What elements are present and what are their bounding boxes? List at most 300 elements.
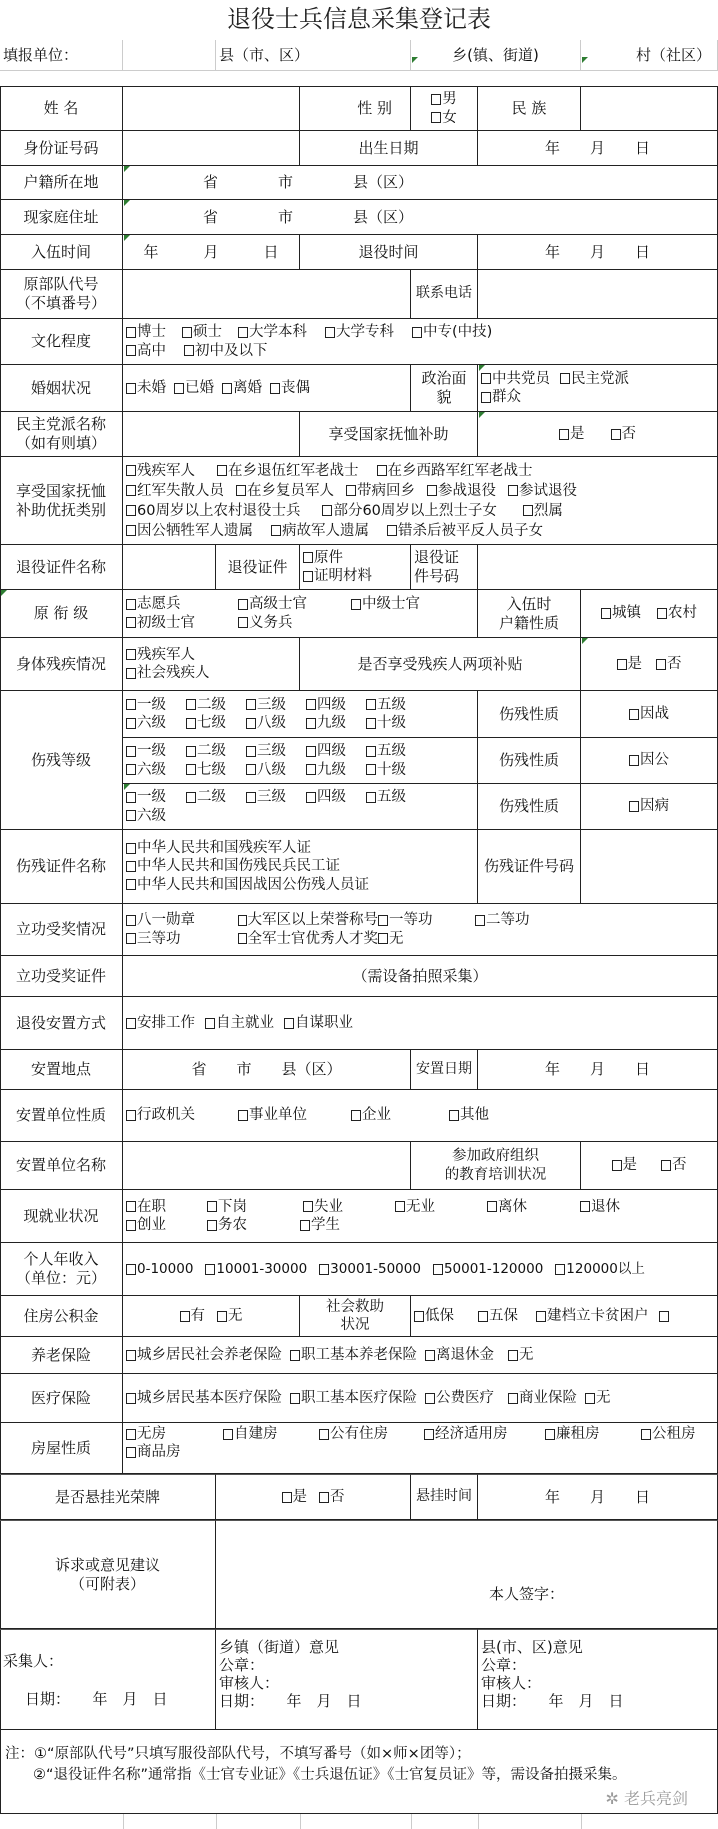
employment-option[interactable]: 务农 [207,1216,300,1234]
checkbox-icon [238,327,248,338]
placement-options [123,997,718,1050]
township-reviewer-label: 审核人： [219,1674,280,1692]
education-option[interactable]: 硕士 [182,323,222,341]
benefit-option[interactable]: 在乡复员军人 [236,481,334,501]
checkbox-icon [612,1160,622,1171]
discharge-cert-number-input[interactable] [478,545,718,590]
rank-option[interactable]: 志愿兵 [126,595,238,613]
training-yes-checkbox[interactable]: 是 [612,1156,638,1174]
checkbox-icon [366,764,376,775]
placement-date-label: 安置日期 [411,1050,478,1090]
injury-cert-number-label: 伤残证件号码 [478,830,581,904]
checkbox-icon [659,1311,669,1322]
checkbox-icon [427,485,437,496]
checkbox-icon [303,552,313,563]
income-option[interactable]: 10001-30000 [205,1261,307,1278]
checkbox-icon [126,617,136,628]
unit-code-input[interactable] [123,270,411,319]
education-options [123,319,718,365]
checkbox-icon [184,345,194,356]
injury-cert-option[interactable]: 中华人民共和国伤残民兵民工证 [126,857,340,875]
injury-grade-option[interactable]: 三级 [246,742,306,760]
checkbox-icon [508,485,518,496]
injury-grade-option[interactable]: 二级 [186,788,246,806]
training-no-checkbox[interactable]: 否 [661,1156,687,1174]
marital-option[interactable]: 离婚 [222,379,262,397]
benefit-option[interactable]: 残疾军人 [126,461,195,481]
comment-marker-icon [124,166,130,172]
checkbox-icon [508,1393,518,1404]
county-opinion-title: 县(市、区)意见 [481,1638,583,1656]
rank-option[interactable]: 高级士官 [238,595,351,613]
injury-grade-option[interactable]: 九级 [306,714,366,732]
employment-options [123,1190,718,1243]
rank-option[interactable]: 义务兵 [238,614,293,632]
checkbox-icon [322,505,332,516]
checkbox-icon [449,1110,459,1121]
injury-grade-label: 伤残等级 [0,691,123,830]
injury-grade-option[interactable]: 三级 [246,696,306,714]
checkbox-icon [126,764,136,775]
injury-grade-option[interactable]: 七级 [186,714,246,732]
house-option[interactable]: 公有住房 [319,1425,424,1443]
checkbox-icon [290,1350,300,1361]
injury-nature-checkbox[interactable]: 因战 [629,705,669,723]
award-cert-photo-area[interactable]: （需设备拍照采集） [123,956,718,997]
assistance-option[interactable]: 低保 [414,1307,454,1325]
checkbox-icon [126,465,136,476]
injury-nature-combat [581,691,718,738]
discharge-label: 退役时间 [300,235,478,270]
placement-unit-name-label: 安置单位名称 [0,1142,123,1190]
medical-option[interactable]: 商业保险 [508,1389,577,1407]
checkbox-icon [186,699,196,710]
watermark: ✲ 老兵亮剑 [605,1789,688,1808]
placement-option[interactable]: 自主就业 [205,1014,274,1032]
cert-proof-checkbox[interactable]: 证明材料 [303,567,372,585]
checkbox-icon [300,1220,310,1231]
award-option[interactable]: 大军区以上荣誉称号 [238,911,378,929]
medical-option[interactable]: 城乡居民基本医疗保险 [126,1389,282,1407]
collector-label: 采集人： [3,1652,64,1670]
form-title: 退役士兵信息采集登记表 [227,5,491,33]
training-label: 参加政府组织 的教育培训状况 [411,1142,581,1190]
house-type-label: 房屋性质 [0,1423,123,1474]
placement-unit-type-label: 安置单位性质 [0,1090,123,1142]
pension-option[interactable]: 职工基本养老保险 [290,1346,417,1364]
party-name-label: 民主党派名称 （如有则填） [0,412,123,457]
placement-label: 退役安置方式 [0,997,123,1050]
checkbox-icon [126,1350,136,1361]
checkbox-icon [303,571,313,582]
injury-grade-option[interactable]: 七级 [186,761,246,779]
checkbox-icon [536,1311,546,1322]
benefit-option[interactable]: 带病回乡 [346,481,415,501]
checkbox-icon [425,1350,435,1361]
injury-grade-option[interactable]: 八级 [246,761,306,779]
injury-grade-option[interactable]: 三级 [246,788,306,806]
injury-grade-option[interactable]: 一级 [126,788,186,806]
checkbox-icon [319,1429,329,1440]
placement-unit-name-input[interactable] [123,1142,411,1190]
employment-option[interactable]: 学生 [300,1216,340,1234]
hukou-urban-checkbox[interactable]: 城镇 [601,604,641,622]
award-option[interactable]: 全军士官优秀人才奖 [238,930,378,948]
subsidy-yes-checkbox[interactable]: 是 [559,425,585,443]
checkbox-icon [126,1264,136,1275]
injury-cert-label: 伤残证件名称 [0,830,123,904]
rank-option[interactable]: 初级士官 [126,614,238,632]
discharge-date-input[interactable]: 年 月 日 [478,235,718,270]
assistance-option[interactable]: 五保 [478,1307,518,1325]
employment-option[interactable]: 失业 [303,1198,395,1216]
checkbox-icon [414,1311,424,1322]
county-label[interactable]: 县（市、区） [216,40,411,71]
housing-fund-no[interactable]: 无 [217,1307,243,1325]
benefit-option[interactable]: 参试退役 [508,481,577,501]
political-option[interactable]: 群众 [481,388,521,406]
birth-date-input[interactable]: 年 月 日 [478,131,718,166]
checkbox-icon [366,699,376,710]
income-option[interactable]: 120000以上 [555,1261,645,1278]
checkbox-icon [126,649,136,660]
checkbox-icon [126,699,136,710]
plaque-date-input[interactable]: 年 月 日 [478,1474,718,1520]
checkbox-icon [246,718,256,729]
comment-marker-icon [124,784,130,790]
placement-option[interactable]: 安排工作 [126,1014,195,1032]
education-option[interactable]: 高中 [126,342,166,360]
comment-marker-icon [412,57,418,63]
honor-plaque-options [216,1474,411,1520]
checkbox-icon [126,599,136,610]
marital-options [123,365,411,412]
house-option[interactable]: 自建房 [223,1425,319,1443]
checkbox-icon [126,810,136,821]
checkbox-icon [126,843,136,854]
injury-grade-option[interactable]: 五级 [366,788,426,806]
benefit-option[interactable]: 在乡退伍红军老战士 [217,461,359,481]
education-option[interactable]: 初中及以下 [184,342,268,360]
employment-option[interactable]: 下岗 [207,1198,303,1216]
checkbox-icon [378,915,388,926]
education-option[interactable]: 大学本科 [238,323,307,341]
pension-option[interactable]: 无 [508,1346,534,1364]
benefit-option[interactable]: 错杀后被平反人员子女 [387,521,543,541]
hukou-type-label: 入伍时 户籍性质 [478,590,581,638]
injury-nature-checkbox[interactable]: 因病 [629,797,669,815]
phone-input[interactable] [478,270,718,319]
checkbox-icon [387,525,397,536]
township-opinion-cell[interactable] [216,1629,478,1730]
unit-code-label: 原部队代号 （不填番号） [0,270,123,319]
checkbox-icon [290,1393,300,1404]
injury-grade-option[interactable]: 六级 [126,807,186,825]
checkbox-icon [378,933,388,944]
checkbox-icon [481,373,491,384]
disability-option[interactable]: 社会残疾人 [126,664,210,682]
house-option[interactable]: 无房 [126,1425,223,1443]
checkbox-icon [126,485,136,496]
plaque-no-checkbox[interactable]: 否 [319,1488,345,1506]
checkbox-icon [236,485,246,496]
checkbox-icon [180,1311,190,1322]
marital-option[interactable]: 丧偶 [270,379,310,397]
enlist-label: 入伍时间 [0,235,123,270]
checkbox-icon [246,699,256,710]
employment-option[interactable]: 在职 [126,1198,207,1216]
township-seal-label: 公章： [219,1656,265,1674]
checkbox-icon [433,1264,443,1275]
marital-option[interactable]: 未婚 [126,379,166,397]
award-option[interactable]: 三等功 [126,930,238,948]
award-option[interactable]: 二等功 [475,911,530,929]
checkbox-icon [126,1201,136,1212]
checkbox-icon [238,617,248,628]
checkbox-icon [207,1201,217,1212]
benefit-option[interactable]: 因公牺牲军人遗属 [126,521,253,541]
assistance-option-truncated[interactable] [659,1307,670,1325]
checkbox-icon [545,1429,555,1440]
unit-type-option[interactable]: 企业 [351,1106,449,1124]
medical-option[interactable]: 职工基本医疗保险 [290,1389,417,1407]
rank-label: 原 衔 级 [0,590,123,638]
unit-type-option[interactable]: 事业单位 [238,1106,351,1124]
home-address-input[interactable]: 省 市 县（区） [123,200,718,235]
id-input[interactable] [123,131,300,166]
checkbox-icon [205,1018,215,1029]
name-input[interactable] [123,87,300,131]
checkbox-icon [246,792,256,803]
housing-fund-options [123,1296,300,1337]
party-name-input[interactable] [123,412,300,457]
cert-original-checkbox[interactable]: 原件 [303,549,343,567]
social-assistance-options [411,1296,718,1337]
hukou-label: 户籍所在地 [0,166,123,200]
checkbox-icon [351,1110,361,1121]
checkbox-icon [126,1018,136,1029]
unit-type-option[interactable]: 其他 [449,1106,489,1124]
injury-grade-group-2 [123,738,478,784]
political-option[interactable]: 民主党派 [560,370,629,388]
benefit-option[interactable]: 在乡西路军红军老战士 [377,461,533,481]
name-label: 姓 名 [0,87,123,131]
checkbox-icon [306,792,316,803]
income-option[interactable]: 30001-50000 [319,1261,421,1278]
checkbox-icon [126,746,136,757]
unit-type-option[interactable]: 行政机关 [126,1106,238,1124]
injury-grade-group-3 [123,784,478,830]
village-label[interactable]: 村（社区） [581,40,718,71]
checkbox-icon [560,373,570,384]
checkbox-icon [126,861,136,872]
unit-input[interactable] [123,40,216,71]
placement-date-input[interactable]: 年 月 日 [478,1050,718,1090]
subsidy-no-checkbox[interactable]: 否 [611,425,637,443]
collector-date[interactable]: 日期： 年 月 日 [25,1690,168,1708]
comment-marker-icon [124,235,130,241]
injury-cert-number-input[interactable] [581,830,718,904]
unit-label: 填报单位： [0,40,123,71]
injury-grade-option[interactable]: 八级 [246,714,306,732]
checkbox-icon [629,709,639,720]
benefit-option[interactable]: 病故军人遗属 [271,521,369,541]
award-option[interactable]: 无 [378,930,404,948]
checkbox-icon [306,718,316,729]
marital-label: 婚姻状况 [0,365,123,412]
disability-subsidy-no[interactable]: 否 [656,655,682,673]
home-label: 现家庭住址 [0,200,123,235]
injury-grade-option[interactable]: 一级 [126,742,186,760]
house-option[interactable]: 公租房 [641,1425,696,1443]
checkbox-icon [508,1350,518,1361]
disability-option[interactable]: 残疾军人 [126,646,195,664]
gender-male-checkbox[interactable]: 男 [431,90,457,108]
phone-label: 联系电话 [411,270,478,319]
checkbox-icon [223,1429,233,1440]
pension-option[interactable]: 离退休金 [425,1346,494,1364]
benefit-option[interactable]: 红军失散人员 [126,481,224,501]
injury-grade-option[interactable]: 九级 [306,761,366,779]
injury-nature-duty [581,738,718,784]
checkbox-icon [523,505,533,516]
placement-location-input[interactable]: 省 市 县（区） [123,1050,411,1090]
education-option[interactable]: 大学专科 [325,323,394,341]
injury-grade-option[interactable]: 四级 [306,788,366,806]
political-option[interactable]: 中共党员 [481,370,550,388]
opinion-input[interactable] [216,1520,718,1629]
checkbox-icon [126,668,136,679]
injury-cert-option[interactable]: 中华人民共和国因战因公伤残人员证 [126,876,369,894]
gender-female-checkbox[interactable]: 女 [431,109,457,127]
checkbox-icon [182,327,192,338]
injury-grade-option[interactable]: 六级 [126,761,186,779]
injury-grade-option[interactable]: 五级 [366,742,426,760]
checkbox-icon [611,429,621,440]
award-cert-label: 立功受奖证件 [0,956,123,997]
checkbox-icon [284,1018,294,1029]
disability-subsidy-yes[interactable]: 是 [617,655,643,673]
checkbox-icon [222,383,232,394]
comment-marker-icon [1,590,7,596]
social-assistance-label: 社会救助 状况 [300,1296,411,1337]
hukou-type-options [581,590,718,638]
employment-option[interactable]: 无业 [395,1198,487,1216]
housing-fund-yes[interactable]: 有 [180,1307,206,1325]
pension-options [123,1337,718,1374]
award-option[interactable]: 一等功 [378,911,475,929]
checkbox-icon [661,1160,671,1171]
employment-option[interactable]: 退休 [580,1198,620,1216]
rank-option[interactable]: 中级士官 [351,595,420,613]
injury-grade-group-1 [123,691,478,738]
checkbox-icon [217,465,227,476]
comment-marker-icon [479,412,485,418]
checkbox-icon [126,718,136,729]
house-option[interactable]: 经济适用房 [424,1425,545,1443]
hukou-rural-checkbox[interactable]: 农村 [657,604,697,622]
note-line-2: ②“退役证件名称”通常指《士官专业证》《士兵退伍证》《士官复员证》等，需设备拍摄采集。 [33,1767,627,1783]
checkbox-icon [346,485,356,496]
house-option[interactable]: 廉租房 [545,1425,641,1443]
employment-option[interactable]: 创业 [126,1216,207,1234]
injury-grade-option[interactable]: 十级 [366,714,426,732]
injury-grade-option[interactable]: 四级 [306,696,366,714]
assistance-option[interactable]: 建档立卡贫困户 [536,1307,649,1325]
disability-label: 身体残疾情况 [0,638,123,691]
injury-grade-option[interactable]: 四级 [306,742,366,760]
injury-grade-option[interactable]: 六级 [126,714,186,732]
county-opinion-cell[interactable] [478,1629,718,1730]
house-type-options [123,1423,718,1474]
checkbox-icon [629,755,639,766]
birth-label: 出生日期 [300,131,478,166]
checkbox-icon [425,1393,435,1404]
checkbox-icon [319,1264,329,1275]
ethnicity-input[interactable] [581,87,718,131]
benefit-option[interactable]: 60周岁以上农村退役士兵 [126,501,300,521]
hukou-address-input[interactable]: 省 市 县（区） [123,166,718,200]
medical-option[interactable]: 公费医疗 [425,1389,494,1407]
income-option[interactable]: 50001-120000 [433,1261,543,1278]
checkbox-icon [481,392,491,403]
checkbox-icon [246,746,256,757]
award-option[interactable]: 八一勋章 [126,911,238,929]
employment-option[interactable]: 离休 [487,1198,580,1216]
disability-options [123,638,300,691]
injury-grade-option[interactable]: 十级 [366,761,426,779]
checkbox-icon [303,1201,313,1212]
discharge-cert-name-label: 退役证件名称 [0,545,123,590]
checkbox-icon [207,1220,217,1231]
checkbox-icon [412,327,422,338]
house-option[interactable]: 商品房 [126,1443,181,1461]
medical-option[interactable]: 无 [585,1389,611,1407]
injury-cert-option[interactable]: 中华人民共和国残疾军人证 [126,839,311,857]
checkbox-icon [126,505,136,516]
state-subsidy-options [478,412,718,457]
checkbox-icon [555,1264,565,1275]
plaque-yes-checkbox[interactable]: 是 [282,1488,308,1506]
injury-grade-option[interactable]: 五级 [366,696,426,714]
benefit-option[interactable]: 参战退役 [427,481,496,501]
enlist-date-input[interactable]: 年 月 日 [123,235,300,270]
education-option[interactable]: 博士 [126,323,166,341]
injury-nature-checkbox[interactable]: 因公 [629,751,669,769]
injury-nature-label: 伤残性质 [478,738,581,784]
signature-label: 本人签字： [488,1585,564,1604]
pension-option[interactable]: 城乡居民社会养老保险 [126,1346,282,1364]
injury-grade-option[interactable]: 二级 [186,696,246,714]
injury-grade-option[interactable]: 一级 [126,696,186,714]
income-label: 个人年收入 （单位：元） [0,1243,123,1296]
marital-option[interactable]: 已婚 [174,379,214,397]
injury-grade-option[interactable]: 二级 [186,742,246,760]
income-option[interactable]: 0-10000 [126,1261,193,1278]
township-label[interactable]: 乡(镇、街道) [411,40,581,71]
discharge-cert-name-input[interactable] [123,545,216,590]
checkbox-icon [306,699,316,710]
injury-nature-label: 伤残性质 [478,784,581,830]
benefit-option[interactable]: 烈属 [523,501,563,521]
checkbox-icon [580,1201,590,1212]
placement-option[interactable]: 自谋职业 [284,1014,353,1032]
education-option[interactable]: 中专(中技) [412,323,492,341]
county-reviewer-label: 审核人： [481,1674,542,1692]
benefit-option[interactable]: 部分60周岁以上烈士子女 [322,501,496,521]
checkbox-icon [475,915,485,926]
placement-unit-type-options [123,1090,718,1142]
